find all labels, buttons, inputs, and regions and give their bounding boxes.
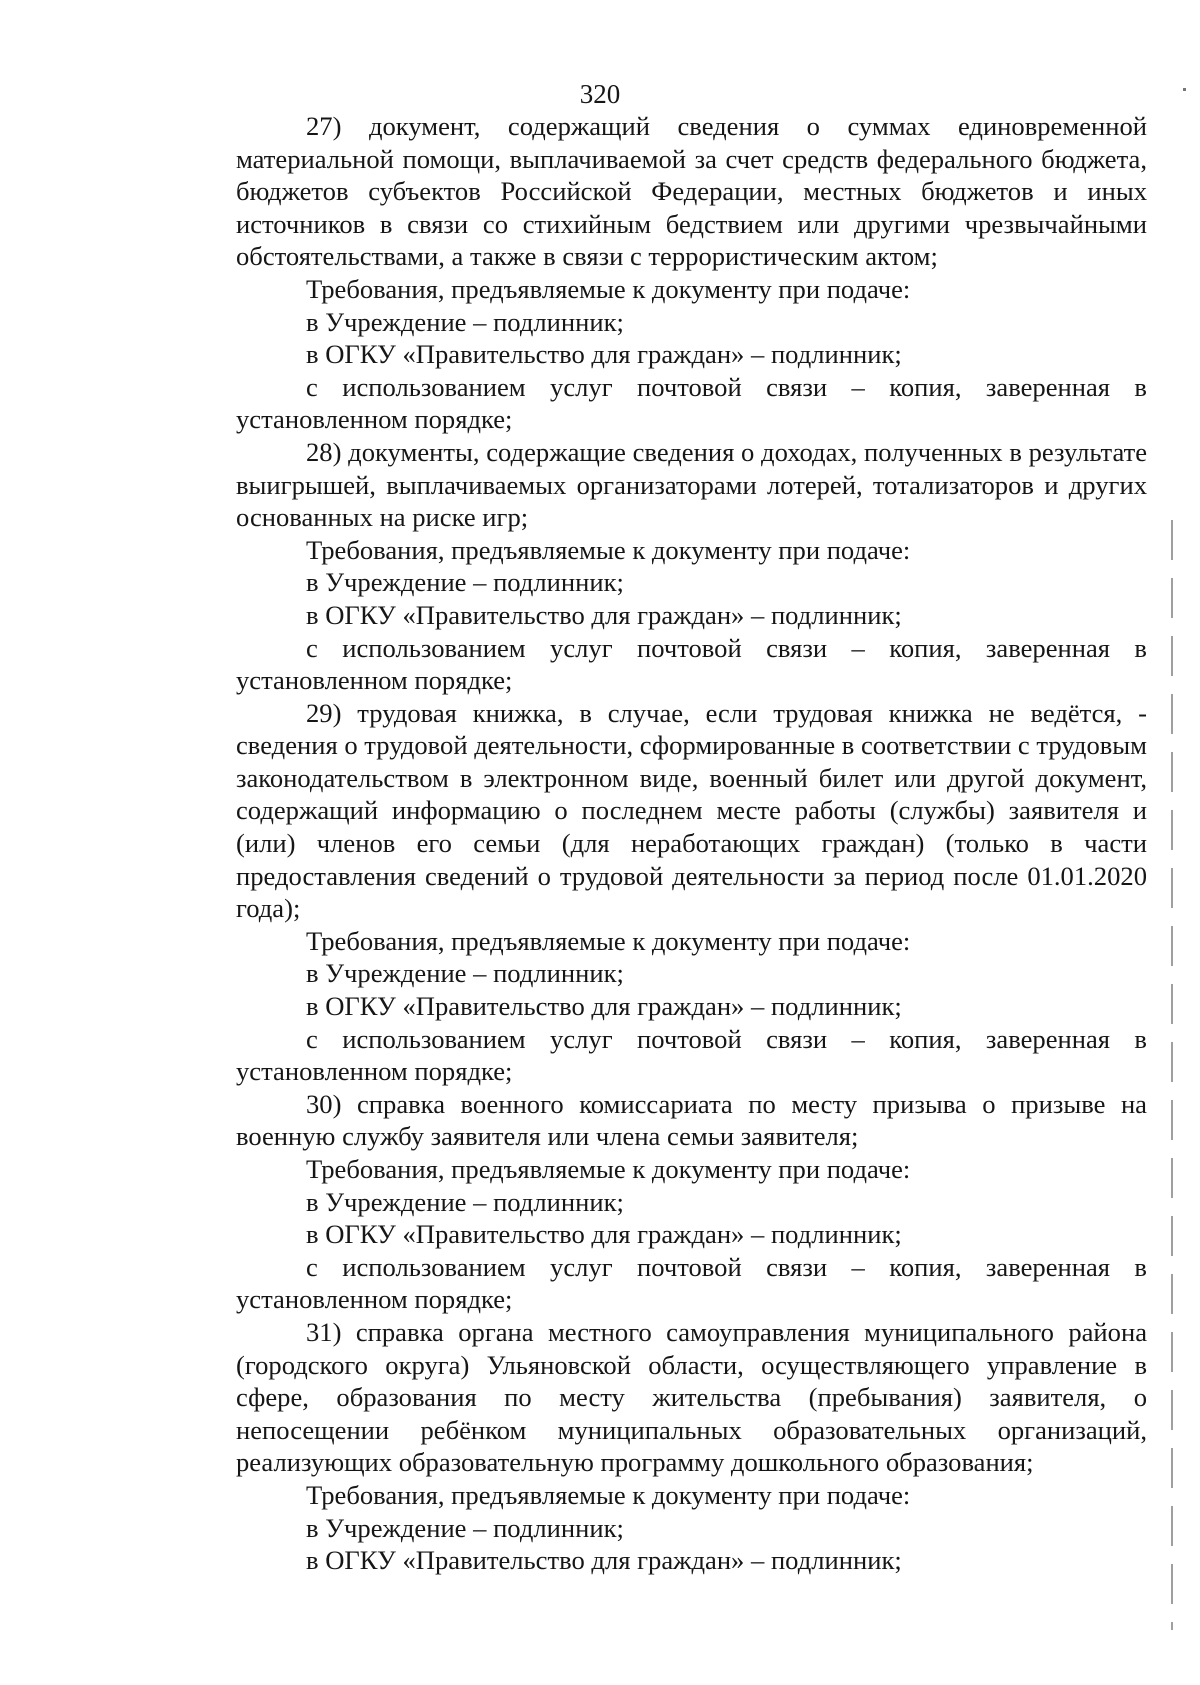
page-number: 320: [579, 79, 621, 109]
document-body: [236, 110, 1147, 1577]
item-28-ogku-requirement: в ОГКУ «Правительство для граждан» – подлинник;: [306, 599, 902, 630]
item-28-postal-requirement: с использованием услуг почтовой связи – копия, заверенная в установленном порядке;: [236, 632, 1147, 696]
item-31-requirements-heading: Требования, предъявляемые к документу при подаче:: [306, 1479, 911, 1510]
item-30-text: 30) справка военного комиссариата по месту призыва о призыве на военную службу заявителя или члена семьи заявителя;: [236, 1088, 1147, 1152]
item-30-postal-requirement: с использованием услуг почтовой связи – копия, заверенная в установленном порядке;: [236, 1251, 1147, 1315]
item-27-text: 27) документ, содержащий сведения о суммах единовременной материальной помощи, выплачиваемой за счет средств федерального бюджета, бюджетов субъектов Российской Федерации, местных бюджетов и иных источников в связи со стихийным бедствием или другими чрезвычайными обстоятельствами, а также в связи с террористическим актом;: [236, 111, 1147, 272]
item-27-ogku-requirement: в ОГКУ «Правительство для граждан» – подлинник;: [306, 339, 902, 370]
item-31-ogku-requirement: в ОГКУ «Правительство для граждан» – подлинник;: [306, 1545, 902, 1576]
item-27-postal-requirement: с использованием услуг почтовой связи – копия, заверенная в установленном порядке;: [236, 371, 1147, 435]
item-30-requirements-heading: Требования, предъявляемые к документу при подаче:: [306, 1154, 911, 1184]
item-29-institution-requirement: в Учреждение – подлинник;: [306, 958, 624, 989]
item-31-text: 31) справка органа местного самоуправления муниципального района (городского округа) Ульяновской области, осуществляющего управление в сфере, образования по месту жительства (пребывания) заявителя, о непосещении ребёнком муниципальных образовательных организаций, реализующих образовательную программу дошкольного образования;: [236, 1316, 1147, 1478]
item-30-ogku-requirement: в ОГКУ «Правительство для граждан» – подлинник;: [306, 1219, 902, 1250]
item-30-institution-requirement: в Учреждение – подлинник;: [306, 1186, 624, 1217]
scan-edge-mark: [1171, 520, 1173, 1630]
scan-dot-mark: [1183, 88, 1186, 91]
item-29-ogku-requirement: в ОГКУ «Правительство для граждан» – подлинник;: [306, 991, 902, 1022]
item-27-requirements-heading: Требования, предъявляемые к документу при подаче:: [306, 273, 911, 304]
item-28-requirements-heading: Требования, предъявляемые к документу при подаче:: [306, 534, 911, 565]
item-31-institution-requirement: в Учреждение – подлинник;: [306, 1512, 624, 1543]
item-29-text: 29) трудовая книжка, в случае, если трудовая книжка не ведётся, - сведения о трудовой деятельности, сформированные в соответствии с трудовым законодательством в электронном виде, военный билет или другой документ, содержащий информацию о последнем месте работы (службы) заявителя и (или) членов его семьи (для неработающих граждан) (только в части предоставления сведений о трудовой деятельности за период после 01.01.2020 года);: [236, 697, 1147, 924]
item-28-institution-requirement: в Учреждение – подлинник;: [306, 567, 624, 598]
item-29-postal-requirement: с использованием услуг почтовой связи – копия, заверенная в установленном порядке;: [236, 1023, 1147, 1087]
item-28-text: 28) документы, содержащие сведения о доходах, полученных в результате выигрышей, выплачиваемых организаторами лотерей, тотализаторов и других основанных на риске игр;: [236, 436, 1147, 533]
item-27-institution-requirement: в Учреждение – подлинник;: [306, 306, 624, 337]
item-29-requirements-heading: Требования, предъявляемые к документу при подаче:: [306, 925, 911, 956]
